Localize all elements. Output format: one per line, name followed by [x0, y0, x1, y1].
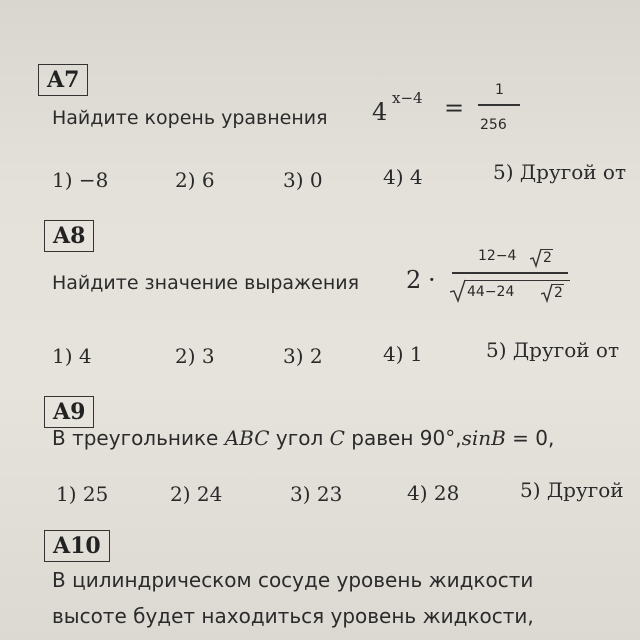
- a8-dot: ·: [428, 266, 436, 294]
- a8-numerator-root: 2: [543, 250, 552, 266]
- a8-option-2: 2) 3: [175, 344, 215, 368]
- a7-base: 4: [372, 98, 388, 126]
- a9-angle: C: [329, 426, 345, 450]
- a9-text-d: = 0,: [505, 426, 555, 450]
- a9-text-c: равен 90°,: [344, 426, 462, 450]
- problem-a10-line-1: В цилиндрическом сосуде уровень жидкости: [52, 568, 534, 592]
- a8-option-1: 1) 4: [52, 344, 92, 368]
- a9-sin: sinB: [461, 426, 506, 450]
- a8-denominator-a: 44−24: [467, 284, 515, 300]
- a7-frac-denominator: 256: [480, 117, 507, 133]
- a9-option-2: 2) 24: [170, 482, 223, 506]
- a7-option-1: 1) −8: [52, 168, 109, 192]
- problem-a10-line-2: высоте будет находиться уровень жидкости,: [52, 604, 534, 628]
- a7-fraction-bar: [478, 104, 520, 106]
- a9-text-a: В треугольнике: [52, 426, 225, 450]
- a7-exponent: x−4: [392, 89, 423, 107]
- problem-number-a9: A9: [44, 396, 94, 428]
- a8-denominator-root: 2: [554, 285, 563, 301]
- a8-option-3: 3) 2: [283, 344, 323, 368]
- a8-coefficient: 2: [406, 266, 422, 294]
- a8-option-4: 4) 1: [383, 342, 423, 366]
- a7-option-2: 2) 6: [175, 168, 215, 192]
- a7-option-5: 5) Другой от: [493, 160, 627, 184]
- a9-option-4: 4) 28: [407, 481, 460, 505]
- a9-option-5: 5) Другой: [520, 478, 624, 502]
- a7-frac-numerator: 1: [495, 82, 504, 98]
- a8-denominator-outer-radical-icon: [450, 279, 466, 303]
- a9-option-3: 3) 23: [290, 482, 343, 506]
- a9-triangle: ABC: [224, 426, 270, 450]
- problem-number-a10: A10: [44, 530, 110, 562]
- a8-denominator-outer-radical-bar: [464, 280, 570, 281]
- a8-denominator-inner-radical-icon: [541, 283, 553, 303]
- a7-equals: =: [444, 94, 465, 122]
- a8-numerator-a: 12−4: [478, 248, 517, 264]
- a9-option-1: 1) 25: [56, 482, 109, 506]
- a8-fraction-bar: [452, 272, 568, 274]
- problem-a9-text: [52, 426, 554, 450]
- problem-a7-text: Найдите корень уравнения: [52, 107, 328, 129]
- a9-text-b: угол: [269, 426, 330, 450]
- a8-option-5: 5) Другой от: [486, 338, 620, 362]
- problem-number-a8: A8: [44, 220, 94, 252]
- a7-option-4: 4) 4: [383, 165, 423, 189]
- problem-number-a7: A7: [38, 64, 88, 96]
- a8-numerator-radical-icon: [530, 248, 542, 268]
- problem-a8-text: Найдите значение выражения: [52, 272, 360, 294]
- a7-option-3: 3) 0: [283, 168, 323, 192]
